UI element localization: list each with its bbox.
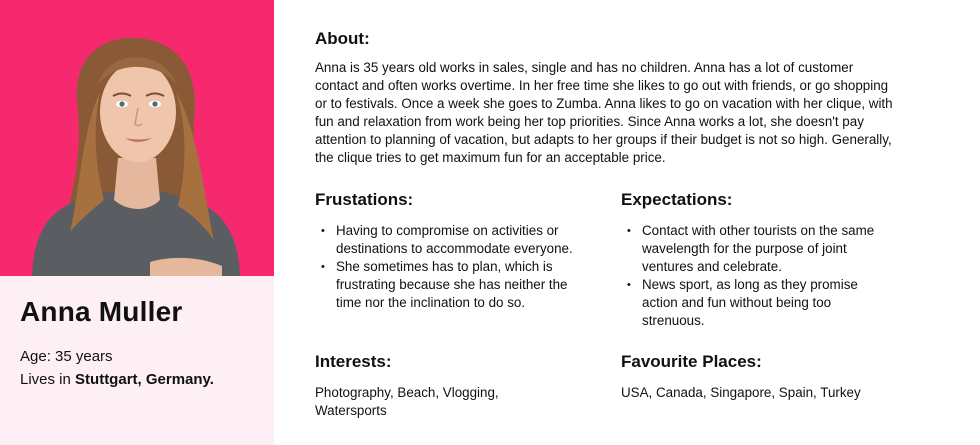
list-item: • She sometimes has to plan, which is frustrating because she has neither the time nor the inclination to do so. bbox=[315, 258, 595, 312]
persona-age: Age: 35 years bbox=[20, 348, 113, 365]
favourite-places-heading: Favourite Places: bbox=[621, 352, 762, 371]
persona-location bbox=[20, 371, 214, 388]
portrait-illustration bbox=[0, 0, 274, 276]
profile-photo bbox=[0, 0, 274, 276]
profile-info-card bbox=[0, 276, 274, 445]
list-item: • Contact with other tourists on the same wavelength for the purpose of joint ventures and celebrate. bbox=[621, 222, 897, 276]
expectations-list bbox=[621, 222, 897, 330]
interests-heading: Interests: bbox=[315, 352, 392, 371]
details-panel bbox=[315, 0, 965, 445]
profile-panel bbox=[0, 0, 274, 445]
favourite-places-text: USA, Canada, Singapore, Spain, Turkey bbox=[621, 385, 861, 400]
expectations-heading: Expectations: bbox=[621, 190, 733, 209]
persona-name: Anna Muller bbox=[20, 296, 183, 327]
interests-text: Photography, Beach, Vlogging, Watersports bbox=[315, 385, 499, 418]
list-item: • News sport, as long as they promise action and fun without being too strenuous. bbox=[621, 276, 897, 330]
location-value: Stuttgart, Germany. bbox=[75, 371, 214, 388]
about-heading: About: bbox=[315, 29, 370, 48]
about-text: Anna is 35 years old works in sales, single and has no children. Anna has a lot of customer contact and often works overtime. In her free time she likes to go out with friends, or go shopping or to festivals. Once a week she goes to Zumba. Anna likes to go on vacation with her clique, with fun and relaxation from work being her top priorities. Since Anna works a lot, she doesn't pay attention to planning of vacation, but adapts to her groups if their budget is not so high. Generally, the clique tries to get maximum fun for an acceptable price. bbox=[315, 60, 893, 165]
list-item: • Having to compromise on activities or destinations to accommodate everyone. bbox=[315, 222, 595, 258]
frustrations-list bbox=[315, 222, 595, 312]
frustrations-heading: Frustations: bbox=[315, 190, 414, 209]
location-prefix: Lives in bbox=[20, 371, 76, 388]
